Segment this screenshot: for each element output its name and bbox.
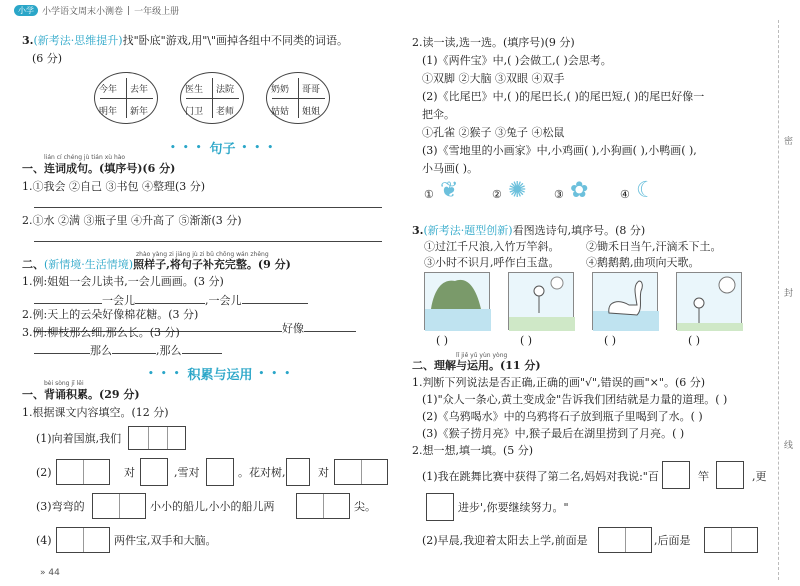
word-circle-2: 医生 法院 门卫 老师: [180, 72, 244, 124]
pinyin-3: bèi sòng jī lěi: [44, 380, 84, 387]
fill-box-r5[interactable]: [704, 527, 758, 553]
r-t1-2: (2)《乌鸦喝水》中的乌鸦将石子放到瓶子里喝到了水。( ): [422, 410, 703, 423]
side-label-1: 密: [784, 137, 794, 147]
q3-score: (6 分): [32, 52, 63, 65]
side-label-2: 封: [784, 289, 794, 299]
part2-q2-answer: 好像: [34, 320, 356, 336]
fill-b1: (2): [36, 466, 52, 479]
fill-c2: 小小的船儿,小小的船儿两: [150, 500, 275, 513]
part3-title: 一、背诵积累。(29 分): [22, 388, 140, 401]
pinyin-4: lǐ jiě yǔ yùn yòng: [456, 352, 508, 359]
word-circle-3: 奶奶 哥哥 姑姑 姐姐: [266, 72, 330, 124]
maple-leaf-icon: ✺: [508, 178, 527, 203]
r-t2-1a: (1)我在跳舞比赛中获得了第二名,妈妈对我说:"百: [422, 470, 659, 483]
pic-answer-1[interactable]: ( ): [436, 334, 449, 347]
binding-line: [778, 20, 779, 580]
fill-a-text: (1)向着国旗,我们: [36, 432, 122, 445]
r-t2-1c: ,更: [752, 470, 767, 483]
part2-q1: 1.例:姐姐一会儿读书,一会儿画画。(3 分): [22, 275, 224, 288]
fill-box-r4[interactable]: [598, 527, 652, 553]
picture-moon-child: [676, 272, 742, 330]
fill-box-c2[interactable]: [296, 493, 350, 519]
fill-b5: 对: [318, 466, 329, 479]
answer-line-1[interactable]: [34, 196, 382, 208]
blank[interactable]: [304, 320, 356, 332]
header-title: 小学语文周末小测卷: [42, 7, 124, 17]
q3-heading: 3.(新考法·思维提升)找"卧底"游戏,用"\"画掉各组中不同类的词语。: [22, 34, 349, 47]
r-q2-1b: ①双脚 ②大脑 ③双眼 ④双手: [422, 72, 565, 85]
r-t1: 1.判断下列说法是否正确,正确的画"√",错误的画"×"。(6 分): [412, 376, 706, 389]
r-q2-2c: ①孔雀 ②猴子 ③兔子 ④松鼠: [422, 126, 565, 139]
fill-b4: 。花对树,: [238, 466, 286, 479]
part2-q1-answer: 一会儿 ,一会儿: [34, 292, 308, 308]
fill-box-b1[interactable]: [56, 459, 110, 485]
r-t1-1: (1)"众人一条心,黄土变成金"告诉我们团结就是力量的道理。( ): [422, 393, 728, 406]
poem-3: ③小时不识月,呼作白玉盘。: [424, 256, 560, 269]
header-badge: 小学: [14, 5, 38, 16]
pinyin-2: zhào yàng zi jiāng jù zi bǔ chōng wán zhěng: [136, 251, 269, 258]
r-q3-title: 3.(新考法·题型创新)看图选诗句,填序号。(8 分): [412, 224, 646, 237]
r-q2-1a: (1)《两件宝》中,( )会做工,( )会思考。: [422, 54, 612, 67]
fill-box-c1[interactable]: [92, 493, 146, 519]
r-t2-2a: (2)早晨,我迎着太阳去上学,前面是: [422, 534, 588, 547]
fill-d1: (4): [36, 534, 52, 547]
moon-icon: ☾: [636, 178, 656, 203]
pic-answer-2[interactable]: ( ): [520, 334, 533, 347]
r-q2-3b: 小马画( )。: [422, 162, 479, 175]
r-t2: 2.想一想,填一填。(5 分): [412, 444, 534, 457]
footprint-row: ① ❦ ② ✺ ③ ✿ ④ ☾: [424, 178, 656, 203]
blank[interactable]: [112, 342, 156, 354]
page-number: » 44: [40, 568, 60, 578]
fill-c3: 尖。: [354, 500, 376, 513]
side-label-3: 线: [784, 441, 794, 451]
poem-4: ④鹅鹅鹅,曲项向天歌。: [586, 256, 700, 269]
poem-2: ②锄禾日当午,汗滴禾下土。: [586, 240, 722, 253]
r-part2-title: 二、理解与运用。(11 分): [412, 359, 541, 372]
blank[interactable]: [242, 292, 308, 304]
word-circle-1: 今年 去年 明年 新年: [94, 72, 158, 124]
fill-box-b2[interactable]: [140, 458, 168, 486]
fill-box-r3[interactable]: [426, 493, 454, 521]
r-q2-2b: 把伞。: [422, 108, 455, 121]
picture-goose: [592, 272, 658, 330]
r-q2-3a: (3)《雪地里的小画家》中,小鸡画( ),小狗画( ),小鸭画( ),: [422, 144, 697, 157]
blank[interactable]: [135, 292, 205, 304]
r-t2-2b: ,后面是: [654, 534, 691, 547]
fill-d2: 两件宝,双手和大脑。: [114, 534, 217, 547]
fill-box-b4[interactable]: [286, 458, 310, 486]
pic-answer-3[interactable]: ( ): [604, 334, 617, 347]
fill-box-d1[interactable]: [56, 527, 110, 553]
part2-q2: 2.例:天上的云朵好像棉花糖。(3 分): [22, 308, 199, 321]
part2-q3-answer: 那么 ,那么: [34, 342, 222, 358]
plum-flower-icon: ✿: [570, 178, 589, 203]
part2-q3: 3.例:柳枝那么细,那么长。(3 分): [22, 326, 180, 339]
blank[interactable]: [34, 342, 90, 354]
blank[interactable]: [34, 292, 102, 304]
r-t2-1b: 竿: [698, 470, 709, 483]
header-edition: 一年级上册: [134, 7, 180, 17]
picture-farmer: [508, 272, 574, 330]
fill-c1: (3)弯弯的: [36, 500, 85, 513]
blank[interactable]: [182, 342, 222, 354]
fill-b2: 对: [124, 466, 135, 479]
part1-q1: 1.①我会 ②自己 ③书包 ④整理(3 分): [22, 180, 206, 193]
r-t2-1d-e: 进步',你要继续努力。": [458, 501, 569, 514]
page-header: 小学 小学语文周末小测卷 | 一年级上册: [14, 4, 179, 17]
bamboo-leaf-icon: ❦: [440, 178, 459, 203]
r-q2-2a: (2)《比尾巴》中,( )的尾巴长,( )的尾巴短,( )的尾巴好像一: [422, 90, 705, 103]
poem-1: ①过江千尺浪,入竹万竿斜。: [424, 240, 560, 253]
fill-box-b3[interactable]: [206, 458, 234, 486]
part1-q2: 2.①水 ②满 ③瓶子里 ④升高了 ⑤渐渐(3 分): [22, 214, 242, 227]
pinyin-1: lián cí chéng jù tián xù hào: [44, 154, 126, 161]
section-accumulation: • • • 积累与运用 • • •: [148, 368, 293, 383]
fill-box-r2[interactable]: [716, 461, 744, 489]
r-t1-3: (3)《猴子捞月亮》中,猴子最后在湖里捞到了月亮。( ): [422, 427, 685, 440]
fill-box-a[interactable]: [128, 426, 186, 450]
answer-line-2[interactable]: [34, 230, 382, 242]
pic-answer-4[interactable]: ( ): [688, 334, 701, 347]
fill-b3: ,雪对: [174, 466, 200, 479]
part1-title: 一、连词成句。(填序号)(6 分): [22, 162, 176, 175]
part2-title: 二、(新情境·生活情境)照样子,将句子补充完整。(9 分): [22, 258, 291, 271]
fill-box-b5[interactable]: [334, 459, 388, 485]
r-q2-title: 2.读一读,选一选。(填序号)(9 分): [412, 36, 575, 49]
fill-box-r1[interactable]: [662, 461, 690, 489]
section-sentences: • • • 句子 • • •: [170, 142, 276, 157]
picture-bamboo-river: [424, 272, 490, 330]
part3-q1: 1.根据课文内容填空。(12 分): [22, 406, 169, 419]
